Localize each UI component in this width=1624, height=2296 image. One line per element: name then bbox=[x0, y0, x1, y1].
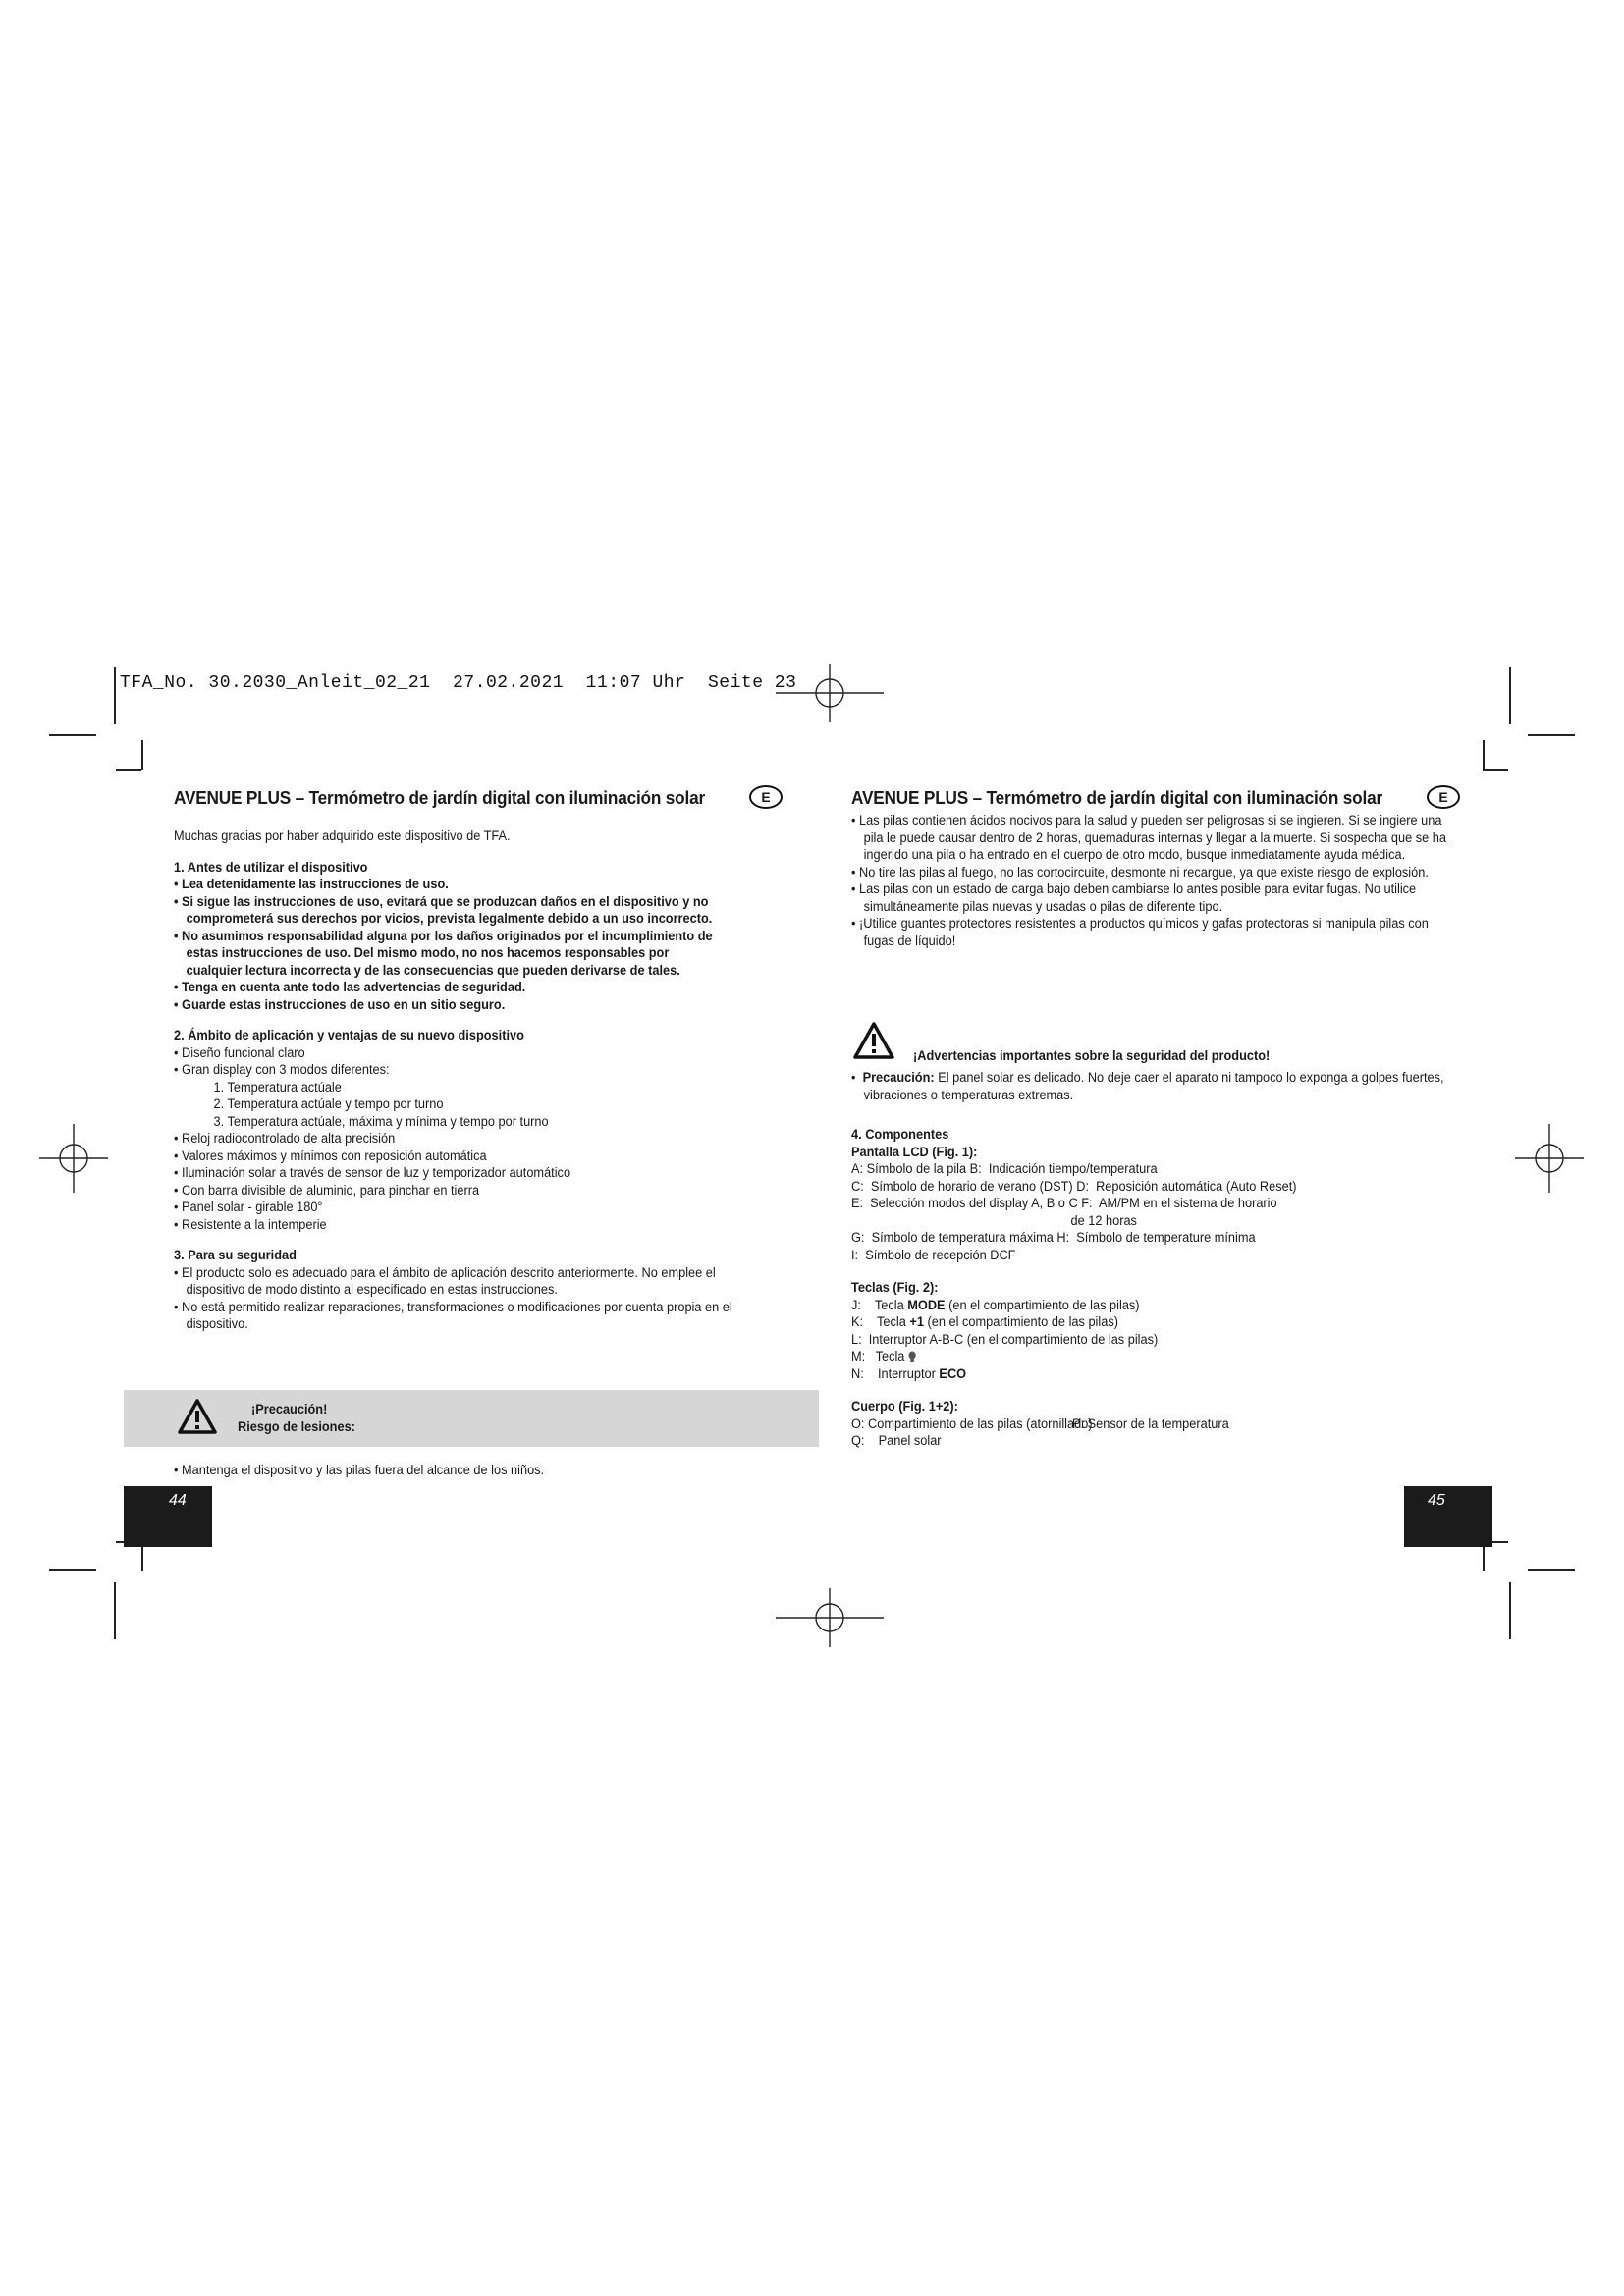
list-item: • ¡Utilice guantes protectores resistentes a productos químicos y gafas protectoras si manipula pilas con fugas de líquido! bbox=[851, 916, 1429, 949]
key-row: M: Tecla bbox=[851, 1349, 1470, 1366]
crop-mark bbox=[1528, 1569, 1575, 1571]
components-section bbox=[851, 1127, 1470, 1451]
sub-list-item: 1. Temperatura actúale bbox=[213, 1079, 342, 1095]
lcd-legend-row: C: Símbolo de horario de verano (DST) D: Reposición automática (Auto Reset) bbox=[851, 1178, 1297, 1195]
subsection-heading: Pantalla LCD (Fig. 1): bbox=[851, 1144, 978, 1160]
list-item: • Valores máximos y mínimos con reposición automática bbox=[174, 1148, 487, 1164]
list-item: • Mantenga el dispositivo y las pilas fuera del alcance de los niños. bbox=[174, 1463, 545, 1478]
lcd-legend-row: G: Símbolo de temperatura máxima H: Símbolo de temperature mínima bbox=[851, 1230, 1256, 1246]
warning-triangle-icon bbox=[852, 1021, 895, 1060]
crop-mark bbox=[49, 734, 96, 736]
list-item: • Gran display con 3 modos diferentes: bbox=[174, 1062, 390, 1078]
registration-mark-top bbox=[776, 664, 884, 722]
page-number: 45 bbox=[1404, 1486, 1492, 1547]
left-page-body bbox=[174, 828, 792, 1334]
crop-mark bbox=[116, 769, 141, 771]
right-page-title: AVENUE PLUS – Termómetro de jardín digital con iluminación solar bbox=[851, 787, 1382, 808]
crop-mark bbox=[1483, 769, 1508, 771]
section-1-list bbox=[174, 877, 792, 1014]
list-item: • Las pilas con un estado de carga bajo deben cambiarse lo antes posible para evitar fugas. No utilice simultáneamente pilas nuevas y usadas o pilas de diferente tipo. bbox=[851, 881, 1417, 915]
crop-mark bbox=[1528, 734, 1575, 736]
section-heading: 4. Componentes bbox=[851, 1127, 949, 1143]
warning-triangle-icon bbox=[177, 1398, 218, 1435]
key-row: L: Interruptor A-B-C (en el compartimiento de las pilas) bbox=[851, 1331, 1159, 1348]
key-row: J: Tecla MODE (en el compartimiento de las pilas) bbox=[851, 1297, 1140, 1313]
list-item: • No tire las pilas al fuego, no las cortocircuite, desmonte ni recargue, ya que existe riesgo de explosión. bbox=[851, 864, 1429, 881]
list-item: • Las pilas contienen ácidos nocivos para la salud y pueden ser peligrosas si se ingieren. Si se ingiere una pila le puede causar dentro de 2 horas, quemaduras internas y llegar a la muerte. Si sospecha que se ha ingerido una pila o ha entrado en el cuerpo de otro modo, busque inmediatamente ayuda médica. bbox=[851, 813, 1447, 863]
lcd-legend-row: E: Selección modos del display A, B o C F: AM/PM en el sistema de horario bbox=[851, 1196, 1277, 1211]
lcd-legend-row: I: Símbolo de recepción DCF bbox=[851, 1247, 1016, 1263]
registration-mark-right bbox=[1515, 1124, 1584, 1193]
caution-subtitle: Riesgo de lesiones: bbox=[238, 1419, 355, 1435]
section-2-list bbox=[174, 1045, 792, 1235]
crop-mark bbox=[141, 740, 143, 770]
lcd-legend-row: A: Símbolo de la pila B: Indicación tiempo/temperatura bbox=[851, 1161, 1158, 1177]
list-item: • El producto solo es adecuado para el ámbito de aplicación descrito anteriormente. No emplee el dispositivo de modo distinto al especificado en estas instrucciones. bbox=[174, 1264, 716, 1298]
precaution-paragraph: • Precaución: El panel solar es delicado. No deje caer el aparato ni tampoco lo exponga a golpes fuertes, vibraciones o temperaturas extremas. bbox=[851, 1070, 1444, 1103]
key-row: N: Interruptor ECO bbox=[851, 1365, 967, 1382]
list-item: • Lea detenidamente las instrucciones de uso. bbox=[174, 877, 449, 892]
right-page-body bbox=[851, 813, 1470, 950]
list-item: • Tenga en cuenta ante todo las advertencias de seguridad. bbox=[174, 980, 526, 995]
section-heading: 3. Para su seguridad bbox=[174, 1248, 297, 1263]
crop-mark bbox=[49, 1569, 96, 1571]
caution-title: ¡Precaución! bbox=[251, 1402, 328, 1417]
left-page-title: AVENUE PLUS – Termómetro de jardín digital con iluminación solar bbox=[174, 787, 705, 808]
sub-list-item: 2. Temperatura actúale y tempo por turno bbox=[213, 1096, 444, 1112]
section-3-list bbox=[174, 1265, 792, 1334]
intro-text: Muchas gracias por haber adquirido este dispositivo de TFA. bbox=[174, 828, 511, 844]
light-bulb-icon bbox=[908, 1351, 917, 1362]
crop-mark bbox=[1509, 667, 1511, 724]
crop-mark bbox=[114, 1582, 116, 1639]
subsection-heading: Teclas (Fig. 2): bbox=[851, 1280, 939, 1296]
body-row: O: Compartimiento de las pilas (atornillado) P: Sensor de la temperatura bbox=[851, 1415, 1229, 1432]
list-item: • Guarde estas instrucciones de uso en un sitio seguro. bbox=[174, 996, 506, 1013]
crop-mark bbox=[1483, 740, 1485, 770]
list-item: • Resistente a la intemperie bbox=[174, 1216, 327, 1233]
warning-heading: ¡Advertencias importantes sobre la seguridad del producto! bbox=[913, 1048, 1271, 1064]
language-badge: E bbox=[1427, 785, 1460, 809]
left-page bbox=[174, 785, 783, 1334]
language-badge: E bbox=[749, 785, 783, 809]
list-item: • Panel solar - girable 180° bbox=[174, 1200, 323, 1215]
right-page bbox=[851, 785, 1460, 950]
list-item: • Con barra divisible de aluminio, para pinchar en tierra bbox=[174, 1182, 480, 1199]
print-slug-line: TFA_No. 30.2030_Anleit_02_21 27.02.2021 11:07 Uhr Seite 23 bbox=[120, 673, 797, 693]
key-row: K: Tecla +1 (en el compartimiento de las pilas) bbox=[851, 1314, 1118, 1330]
list-item: • No asumimos responsabilidad alguna por los daños originados por el incumplimiento de estas instrucciones de uso. Del mismo modo, no nos hacemos responsables por cualquier lectura incorrecta y de las consecuencias que pueden derivarse de tales. bbox=[174, 928, 713, 979]
subsection-heading: Cuerpo (Fig. 1+2): bbox=[851, 1399, 958, 1415]
page-number: 44 bbox=[124, 1486, 212, 1547]
registration-mark-bottom bbox=[776, 1588, 884, 1647]
body-row: Q: Panel solar bbox=[851, 1433, 942, 1449]
list-item: • Iluminación solar a través de sensor de luz y temporizador automático bbox=[174, 1165, 571, 1181]
list-item: • No está permitido realizar reparaciones, transformaciones o modificaciones por cuenta propia en el dispositivo. bbox=[174, 1299, 732, 1332]
list-item: • Diseño funcional claro bbox=[174, 1044, 305, 1061]
crop-mark bbox=[114, 667, 116, 724]
section-heading: 2. Ámbito de aplicación y ventajas de su nuevo dispositivo bbox=[174, 1028, 524, 1043]
list-item: • Reloj radiocontrolado de alta precisión bbox=[174, 1131, 396, 1147]
registration-mark-left bbox=[39, 1124, 108, 1193]
list-item: • Si sigue las instrucciones de uso, evitará que se produzcan daños en el dispositivo y no comprometerá sus derechos por vicios, prevista legalmente debido a un uso incorrecto. bbox=[174, 893, 713, 927]
lcd-legend-row: de 12 horas bbox=[851, 1212, 1137, 1229]
section-heading: 1. Antes de utilizar el dispositivo bbox=[174, 859, 368, 876]
crop-mark bbox=[1509, 1582, 1511, 1639]
sub-list-item: 3. Temperatura actúale, máxima y mínima y tempo por turno bbox=[213, 1113, 549, 1130]
